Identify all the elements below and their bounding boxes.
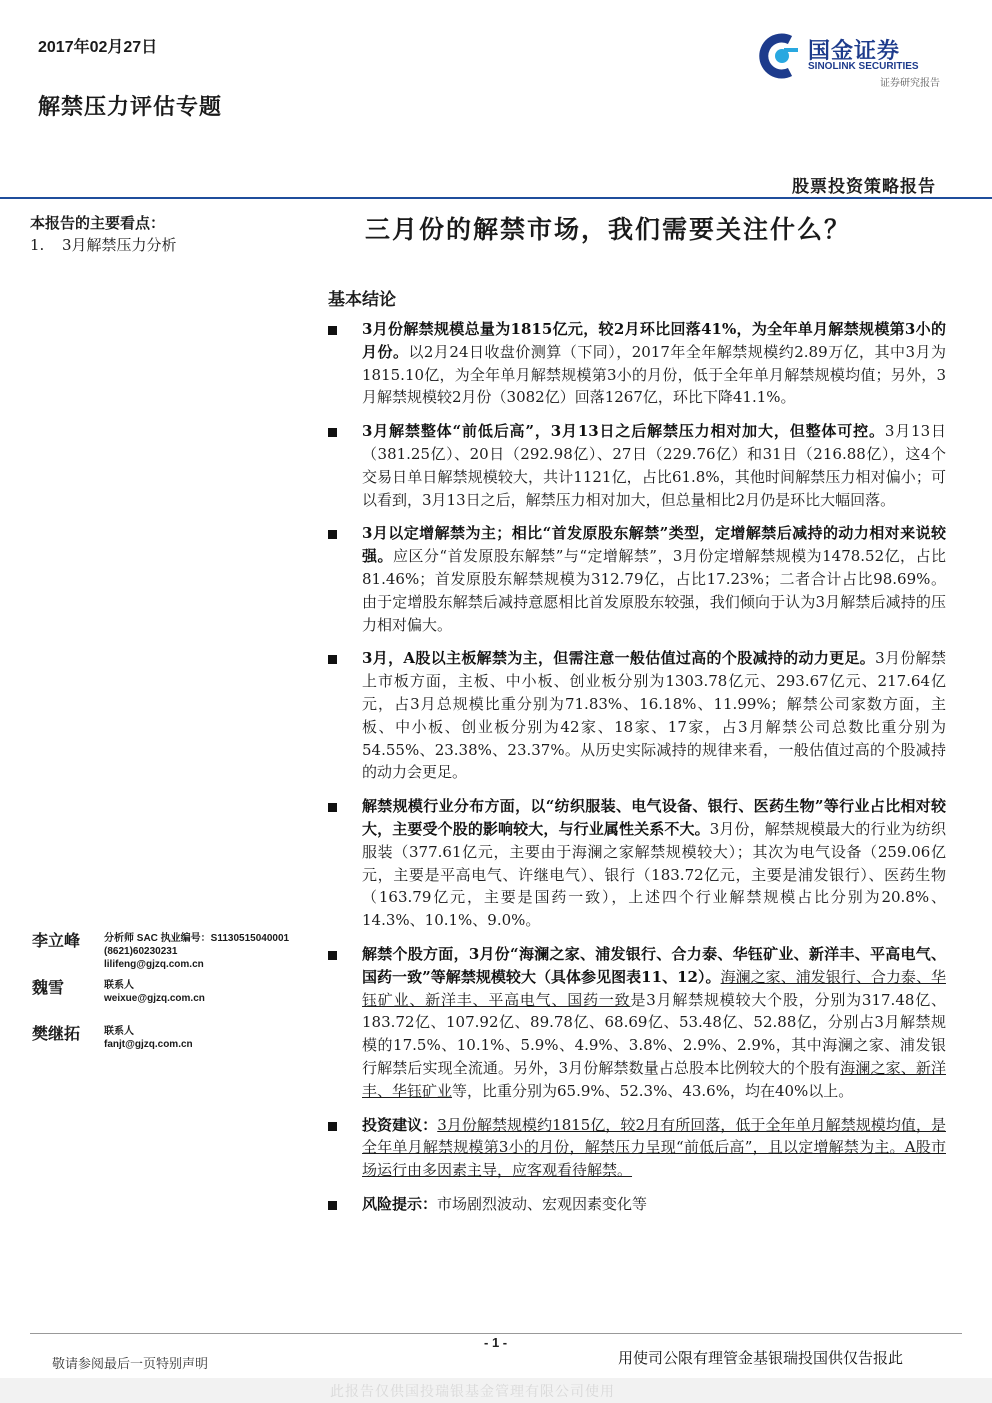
- bullet-square-icon: [328, 1122, 337, 1131]
- analyst-contact: 联系人 weixue@gjzq.com.cn: [104, 980, 205, 1004]
- bullet-square-icon: [328, 530, 337, 539]
- risk-warning: 风险提示：市场剧烈波动、宏观因素变化等: [326, 1193, 946, 1216]
- analyst-contact: 联系人 fanjt@gjzq.com.cn: [104, 1026, 193, 1050]
- conclusion-list: [326, 318, 946, 1227]
- watermark-text: 此报告仅供国投瑞银基金管理有限公司使用: [330, 1384, 615, 1400]
- bullet-square-icon: [328, 655, 337, 664]
- section-heading: 基本结论: [328, 290, 396, 310]
- bullet-square-icon: [328, 803, 337, 812]
- analyst-name: 魏雪: [32, 978, 65, 997]
- bullet-square-icon: [328, 1201, 337, 1210]
- highlight-item: [30, 234, 177, 255]
- highlight-number: 1.: [30, 236, 45, 254]
- page-number: - 1 -: [484, 1335, 508, 1350]
- report-topic: 解禁压力评估专题: [38, 94, 223, 120]
- conclusion-item: 解禁规模行业分布方面，以“纺织服装、电气设备、银行、医药生物”等行业占比相对较大，主要受个股的影响较大，与行业属性关系不大。3月份，解禁规模最大的行业为纺织服装（377.61亿元，主要由于海澜之家解禁规模较大）；其次为电气设备（259.06亿元，主要是平高电气、许继电气）、银行（183.72亿元，主要是浦发银行）、医药生物（163.79亿元，主要是国药一致），上述四个行业解禁规模占比分别为20.8%、14.3%、10.1%、9.0%。: [326, 795, 946, 932]
- company-logo: [756, 30, 946, 90]
- conclusion-item: 3月以定增解禁为主；相比“首发原股东解禁”类型，定增解禁后减持的动力相对来说较强。应区分“首发原股东解禁”与“定增解禁”，3月份定增解禁规模为1478.52亿，占比81.46%；首发原股东解禁规模为312.79亿，占比17.23%；二者合计占比98.69%。由于定增股东解禁后减持意愿相比首发原股东较强，我们倾向于认为3月解禁后减持的压力相对偏大。: [326, 522, 946, 636]
- report-date: 2017年02月27日: [38, 39, 158, 56]
- conclusion-item: 3月，A股以主板解禁为主，但需注意一般估值过高的个股减持的动力更足。3月份解禁上市板方面，主板、中小板、创业板分别为1303.78亿元、293.67亿元、217.64亿元，占3月总规模比重分别为71.83%、16.18%、11.99%；解禁公司家数方面，主板、中小板、创业板分别为42家、18家、17家，占3月解禁公司总数比重分别为54.55%、23.38%、23.37%。从历史实际减持的规律来看，一般估值过高的个股减持的动力会更足。: [326, 647, 946, 784]
- highlight-label: 3月解禁压力分析: [62, 236, 177, 254]
- investment-advice: 投资建议：3月份解禁规模约1815亿，较2月有所回落，低于全年单月解禁规模均值，是全年单月解禁规模第3小的月份，解禁压力呈现“前低后高”，且以定增解禁为主。A股市场运行由多因素主导，应客观看待解禁。: [326, 1114, 946, 1182]
- analyst-name: 樊继拓: [32, 1024, 81, 1043]
- logo-subtitle: 证券研究报告: [880, 78, 940, 89]
- disclaimer-note: 敬请参阅最后一页特别声明: [52, 1357, 209, 1372]
- logo-cn-text: 国金证券: [808, 39, 901, 64]
- bullet-square-icon: [328, 326, 337, 335]
- bullet-square-icon: [328, 951, 337, 960]
- bullet-square-icon: [328, 428, 337, 437]
- highlights-heading: 本报告的主要看点：: [30, 214, 166, 232]
- footer-right-text: 用使司公限有理管金基银瑞投国供仅告报此: [618, 1349, 904, 1367]
- conclusion-item: 3月解禁整体“前低后高”，3月13日之后解禁压力相对加大，但整体可控。3月13日（381.25亿）、20日（292.98亿）、27日（229.76亿）和31日（216.88亿），这4个交易日单日解禁规模较大，共计1121亿，占比61.8%，其他时间解禁压力相对偏小；可以看到，3月13日之后，解禁压力相对加大，但总量相比2月仍是环比大幅回落。: [326, 420, 946, 511]
- logo-en-text: SINOLINK SECURITIES: [808, 61, 919, 72]
- conclusion-item: 3月份解禁规模总量为1815亿元，较2月环比回落41%，为全年单月解禁规模第3小的月份。以2月24日收盘价测算（下同），2017年全年解禁规模约2.89万亿，其中3月为1815.10亿，为全年单月解禁规模第3小的月份，低于全年单月解禁规模均值；另外，3月解禁规模较2月份（3082亿）回落1267亿，环比下降41.1%。: [326, 318, 946, 409]
- analyst-name: 李立峰: [32, 931, 81, 950]
- footer-divider: [30, 1333, 962, 1334]
- header-divider: [0, 197, 992, 199]
- report-type: 股票投资策略报告: [792, 177, 936, 197]
- conclusion-item: 解禁个股方面，3月份“海澜之家、浦发银行、合力泰、华钰矿业、新洋丰、平高电气、国药一致”等解禁规模较大（具体参见图表11、12）。海澜之家、浦发银行、合力泰、华钰矿业、新洋丰、平高电气、国药一致是3月解禁规模较大个股，分别为317.48亿、183.72亿、107.92亿、89.78亿、68.69亿、53.48亿、52.88亿，分别占3月解禁规模的17.5%、10.1%、5.9%、4.9%、3.8%、2.9%、2.9%，其中海澜之家、浦发银行解禁后实现全流通。另外，3月份解禁数量占总股本比例较大的个股有海澜之家、新洋丰、华钰矿业等，比重分别为65.9%、52.3%、43.6%，均在40%以上。: [326, 943, 946, 1103]
- report-title: 三月份的解禁市场，我们需要关注什么？: [365, 215, 852, 244]
- analyst-contact: 分析师 SAC 执业编号：S1130515040001 (8621)60230231 lilifeng@gjzq.com.cn: [104, 933, 290, 970]
- logo-mark-icon: [756, 30, 802, 80]
